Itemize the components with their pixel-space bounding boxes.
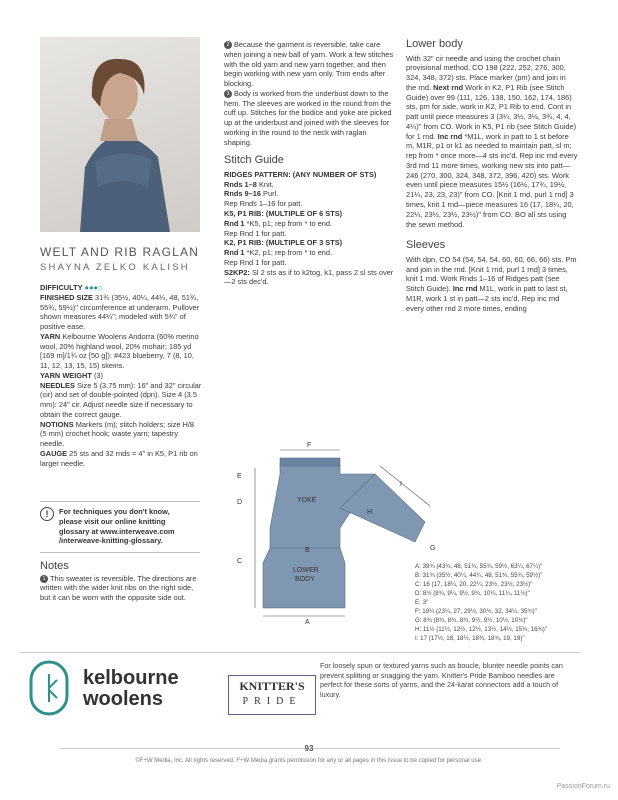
designer-name: SHAYNA ZELKO KALISH <box>40 262 190 273</box>
page-number: 93 <box>304 744 314 753</box>
kelbourne-ad[interactable] <box>25 658 203 720</box>
pattern-title: WELT AND RIB RAGLAN <box>40 245 200 259</box>
right-column <box>406 37 578 313</box>
label-h: H <box>367 509 373 516</box>
sleeves-title: Sleeves <box>406 239 446 252</box>
k5p1-title: K5, P1 RIB: (MULTIPLE OF 6 STS) <box>224 209 343 218</box>
kp-line-1: KNITTER'S <box>239 679 305 693</box>
measurement-i: I: 17 (17½, 18, 18½, 18¾, 18¾, 19, 19)" <box>415 634 525 642</box>
difficulty-label: DIFFICULTY <box>40 283 83 292</box>
notes-title: Notes <box>40 560 69 572</box>
lower-label-2: BODY <box>295 576 315 583</box>
bullet-3-icon: 3 <box>224 90 232 98</box>
callout-link-1[interactable]: glossary at www.interweave.com <box>59 526 175 536</box>
k2p1-r1-label: Rnd 1 <box>224 248 245 258</box>
notions-label: NOTIONS <box>40 419 74 429</box>
ridges-r1: Knit. <box>258 179 274 189</box>
callout-link-2[interactable]: /interweave-knitting-glossary. <box>59 536 163 546</box>
label-f: F <box>307 442 312 449</box>
ad-divider <box>20 652 580 653</box>
stitch-guide-title: Stitch Guide <box>224 154 284 167</box>
pattern-specs <box>40 283 202 469</box>
knitters-pride-logo[interactable] <box>228 675 316 715</box>
note-2: Because the garment is reversible, take care when joining a new ball of yarn. Work a few stitches with the old yarn and new yarn together, and then begin working with new yarn only. Trim ends after blocking. <box>224 40 394 89</box>
inc-rnd-label: Inc rnd <box>437 131 463 141</box>
exclamation-icon: ! <box>40 507 54 521</box>
callout-rule-bottom <box>40 552 200 553</box>
k5p1-r1-label: Rnd 1 <box>224 218 245 228</box>
s2kp2-text: Sl 2 sts as if to k2tog, k1, pass 2 sl sts over—2 sts dec'd. <box>224 267 394 287</box>
lower-label-1: LOWER <box>293 567 319 574</box>
lower-body-title: Lower body <box>406 38 463 50</box>
kelbourne-name: kelbourne <box>83 667 179 689</box>
measurements-list <box>415 563 547 644</box>
kp-line-2: PRIDE <box>242 695 302 707</box>
woolens-name: woolens <box>83 688 164 710</box>
sleeves-a: With dpn, CO 54 (54, 54, 54, 60, 60, 66, 66) sts. Pm and join in the rnd. [Knit 1 rnd, purl 1 rnd] 3 times, knit 1 rnd. Work Rnds 1–16 of Ridges patt (see Stitch Guide). <box>406 254 577 294</box>
k5p1-repeat: Rep Rnd 1 for patt. <box>224 228 287 238</box>
measurement-h: H: 11½ (11½, 12½, 12½, 13½, 14½, 15¾, 16¾)" <box>415 625 547 633</box>
copyright: ©F+W Media, Inc. All rights reserved. F+W Media grants permission for any or all pages in this issue to be copied for personal use. <box>135 758 483 764</box>
k5p1-r1: *K5, p1; rep from * to end. <box>246 218 333 228</box>
label-a: A <box>305 619 310 626</box>
yarn-label: YARN <box>40 331 61 341</box>
yoke-label: YOKE <box>297 497 317 504</box>
label-g: G <box>430 545 436 552</box>
middle-column <box>224 40 394 287</box>
gauge-text: 25 sts and 32 rnds = 4" in K5, P1 rib on larger needle. <box>40 449 198 468</box>
ridges-r1-label: Rnds 1–8 <box>224 179 257 189</box>
ridges-repeat: Rep Rnds 1–16 for patt. <box>224 199 303 209</box>
label-d: D <box>237 499 243 506</box>
label-e: E <box>237 473 242 480</box>
needles-text: Size 5 (3.75 mm): 16" and 32" circular (cir) and set of double-pointed (dpn). Size 4 (3.5 mm): 24" cir. Adjust needle size if necessary to obtain the correct gauge. <box>40 380 202 419</box>
finished-size-label: FINISHED SIZE <box>40 292 93 302</box>
finished-size-text: 31¾ (35½, 40¼, 44¼, 48, 51¾, 55¾, 59½)" circumference at underarm. Pullover shown measures 44¼"; modeled with 5¾" of positive ease. <box>40 292 200 332</box>
glossary-callout <box>40 501 200 553</box>
bullet-2-icon: 2 <box>224 41 232 49</box>
measurement-g: G: 8¾ (8¾, 8¾, 8¾, 9½, 9½, 10½, 10½)" <box>415 616 528 624</box>
note-1: This sweater is reversible. The directions are written with the wider knit ribs on the right side, but it can be worn with the opposite side out. <box>40 573 197 603</box>
watermark: PassionForum.ru <box>556 783 610 790</box>
gauge-label: GAUGE <box>40 449 68 459</box>
k2p1-repeat: Rep Rnd 1 for patt. <box>224 257 287 267</box>
label-b: B <box>305 547 310 554</box>
yarn-text: Kelbourne Woolens Andorra (60% merino wool, 20% highland wool, 20% mohair; 185 yd [169 m]/1¾ oz [50 g]): #423 blueberry, 7 (8, 10, 11, 12, 13, 15, 15) skeins. <box>40 331 199 371</box>
model-illustration <box>40 37 200 232</box>
inc-rnd-label-2: Inc rnd <box>452 284 478 294</box>
bullet-1-icon: 1 <box>40 575 48 583</box>
knitters-pride-text: For loosely spun or textured yarns such as boucle, blunter needle points can prevent splitting or snagging the yarn. Knitter's Pride Bamboo needles are perfect for these sorts of yarns, and the 24-karat connectors add a touch of luxury. <box>320 661 563 700</box>
note-3: Body is worked from the underbust down to the hem. The sleeves are worked in the round from the cuff up. Stitches for the bodice and yoke are picked up at the underbust and joined with the sleeves for working in the round to the neck with raglan shaping. <box>224 88 392 147</box>
label-i: I <box>400 481 402 488</box>
k2p1-title: K2, P1 RIB: (MULTIPLE OF 3 STS) <box>224 238 343 248</box>
notions-text: Markers (m); stitch holders; size H/8 (5 mm) crochet hook; waste yarn; tapestry needle. <box>40 419 195 449</box>
kelbourne-logo-icon <box>25 658 73 718</box>
ridges-r2: Purl. <box>263 189 279 199</box>
difficulty-value: ●●●○ <box>84 283 103 292</box>
sleeves-b: M1L, work in patt to last st, M1R, work 1 st in patt—2 sts inc'd. Rep inc rnd every other rnd 2 more times, ending <box>406 284 568 313</box>
measurement-f: F: 19¼ (23¼, 27, 29½, 30¾, 32, 34¼, 35¾)" <box>415 607 537 615</box>
yarn-weight-value: (3) <box>93 370 103 380</box>
ridges-title: RIDGES PATTERN: (ANY NUMBER OF STS) <box>224 169 377 179</box>
measurement-d: D: 8½ (8¾, 9¼, 9½, 9¾, 10¼, 11¼, 11½)" <box>415 589 530 597</box>
k2p1-r1: *K2, p1; rep from * to end. <box>246 248 333 258</box>
lower-body-a: With 32" cir needle and using the crochet chain provisional method, CO 198 (222, 252, 276, 300, 324, 348, 372) sts. Place marker (pm) and join in the rnd. <box>406 53 566 92</box>
label-c: C <box>237 558 243 565</box>
s2kp2-label: S2KP2: <box>224 267 250 277</box>
callout-line-1: For techniques you don't know, <box>59 507 170 516</box>
measurement-e: E: 3" <box>415 598 429 606</box>
lower-body-c: *M1L, work in patt to 1 st before m, M1R, p1 or k1 as needed to maintain patt, sl m; rep from * once more—4 sts inc'd. Rep inc rnd every 3rd rnd 11 more times, working new sts into patt—246 (270, 300, 324, 348, 372, 396, 420) sts. Work even until piece measures 15½ (16½, 17¾, 19½, 21¼, 23, 23, 23)" from CO. [Knit 1 rnd, purl 1 rnd] 3 times, knit 1 rnd—piece measures 16 (17, 18¼, 20, 22¼, 23½, 23½, 23½)" from CO. BO all sts using the sewn method. <box>406 131 578 229</box>
measurement-a: A: 39¾ (43¾, 48, 51¾, 55¾, 59½, 63¼, 67¼)" <box>415 563 543 570</box>
yarn-weight-label: YARN WEIGHT <box>40 370 92 380</box>
next-rnd-label: Next rnd <box>433 82 464 92</box>
lower-body-b: Work in K2, P1 Rib (see Stitch Guide) over 99 (111, 126, 138, 150, 162, 174, 186) sts, pm for side, work in K2, P1 Rib to end. Cont in patt until piece measures 3 (3¼, 3½, 3½, 3¾, 4, 4, 4¼)" from CO. Work in K5, P1 rib (see Stitch Guide) for 1 rnd. <box>406 82 577 141</box>
needles-label: NEEDLES <box>40 380 75 390</box>
model-photo <box>40 37 200 232</box>
measurement-b: B: 31¾ (35½, 40¼, 44¼, 48, 51¾, 55¾, 59½)" <box>415 571 543 579</box>
ridges-r2-label: Rnds 9–16 <box>224 189 261 199</box>
measurement-c: C: 16 (17, 18¼, 20, 22¼, 23½, 23½, 23½)" <box>415 580 533 588</box>
callout-line-2: please visit our online knitting <box>59 516 166 526</box>
callout-rule-top <box>40 501 200 502</box>
notes-section <box>40 559 202 603</box>
